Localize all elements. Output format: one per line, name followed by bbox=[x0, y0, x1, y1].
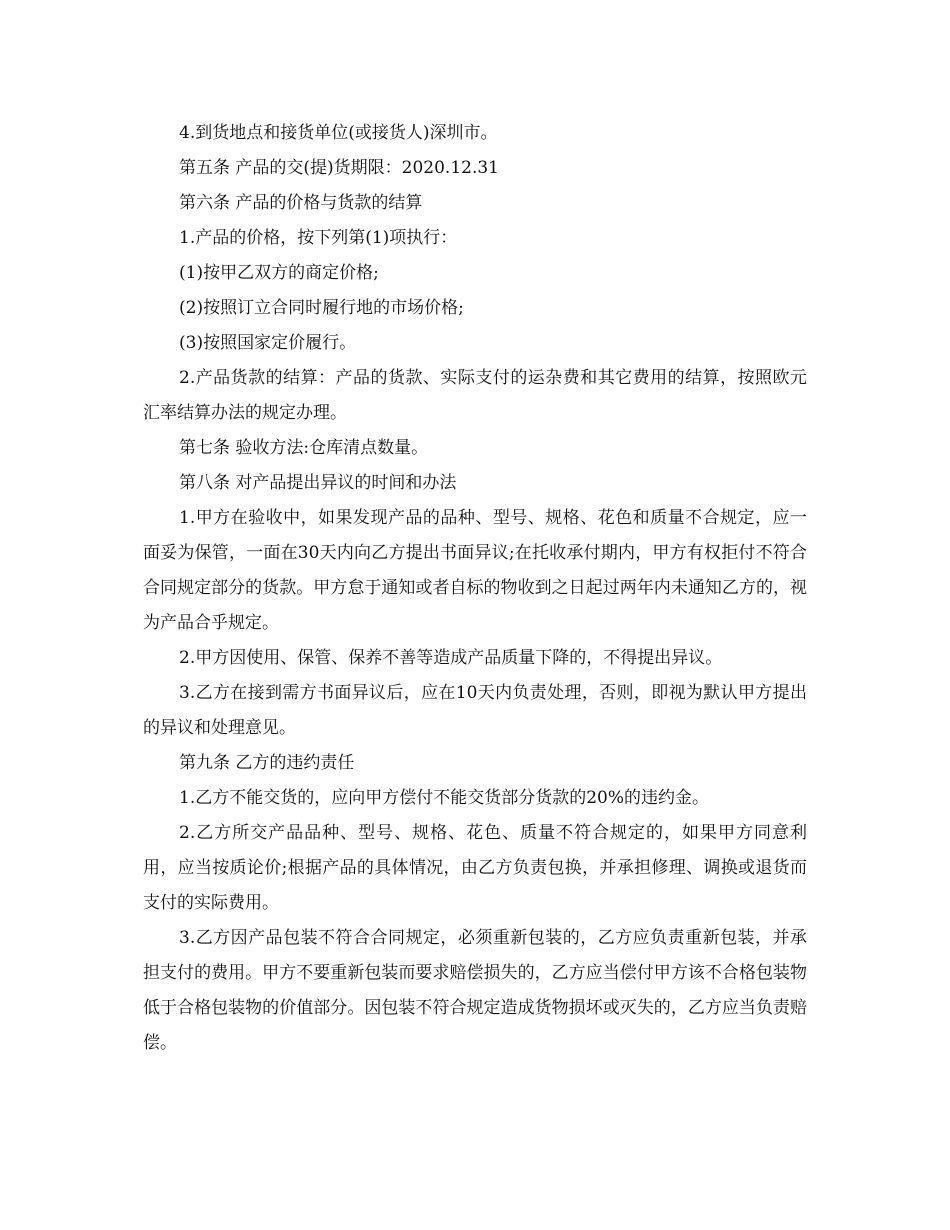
article-5-heading: 第五条 产品的交(提)货期限：2020.12.31 bbox=[179, 158, 500, 178]
clause-liability-quality: 2.乙方所交产品品种、型号、规格、花色、质量不符合规定的，如果甲方同意利用，应当按质论价;根据产品的具体情况，由乙方负责包换，并承担修理、调换或退货而支付的实际费用。 bbox=[143, 823, 807, 913]
clause-objection-handling: 3.乙方在接到需方书面异议后，应在10天内负责处理，否则，即视为默认甲方提出的异议和处理意见。 bbox=[143, 683, 807, 738]
clause-liability-nondelivery: 1.乙方不能交货的，应向甲方偿付不能交货部分货款的20%的违约金。 bbox=[179, 788, 710, 808]
price-option-1: (1)按甲乙双方的商定价格; bbox=[179, 263, 379, 283]
price-option-3: (3)按照国家定价履行。 bbox=[179, 333, 357, 353]
clause-liability-packaging: 3.乙方因产品包装不符合合同规定，必须重新包装的，乙方应负责重新包装，并承担支付的费用。甲方不要重新包装而要求赔偿损失的，乙方应当偿付甲方该不合格包装物低于合格包装物的价值部分。因包装不符合规定造成货物损坏或灭失的，乙方应当负责赔偿。 bbox=[143, 928, 807, 1053]
clause-price: 1.产品的价格，按下列第(1)项执行： bbox=[179, 228, 458, 248]
article-7-heading: 第七条 验收方法:仓库清点数量。 bbox=[179, 438, 429, 458]
article-9-heading: 第九条 乙方的违约责任 bbox=[179, 753, 355, 773]
clause-settlement: 2.产品货款的结算：产品的货款、实际支付的运杂费和其它费用的结算，按照欧元汇率结算办法的规定办理。 bbox=[143, 368, 807, 423]
clause-objection-misuse: 2.甲方因使用、保管、保养不善等造成产品质量下降的，不得提出异议。 bbox=[179, 648, 723, 668]
article-8-heading: 第八条 对产品提出异议的时间和办法 bbox=[179, 473, 457, 493]
clause-delivery-location: 4.到货地点和接货单位(或接货人)深圳市。 bbox=[179, 123, 498, 143]
article-6-heading: 第六条 产品的价格与货款的结算 bbox=[179, 193, 423, 213]
clause-objection-inspection: 1.甲方在验收中，如果发现产品的品种、型号、规格、花色和质量不合规定，应一面妥为保管，一面在30天内向乙方提出书面异议;在托收承付期内，甲方有权拒付不符合合同规定部分的货款。甲方怠于通知或者自标的物收到之日起过两年内未通知乙方的，视为产品合乎规定。 bbox=[143, 508, 807, 633]
contract-body bbox=[143, 116, 807, 1061]
price-option-2: (2)按照订立合同时履行地的市场价格; bbox=[179, 298, 464, 318]
